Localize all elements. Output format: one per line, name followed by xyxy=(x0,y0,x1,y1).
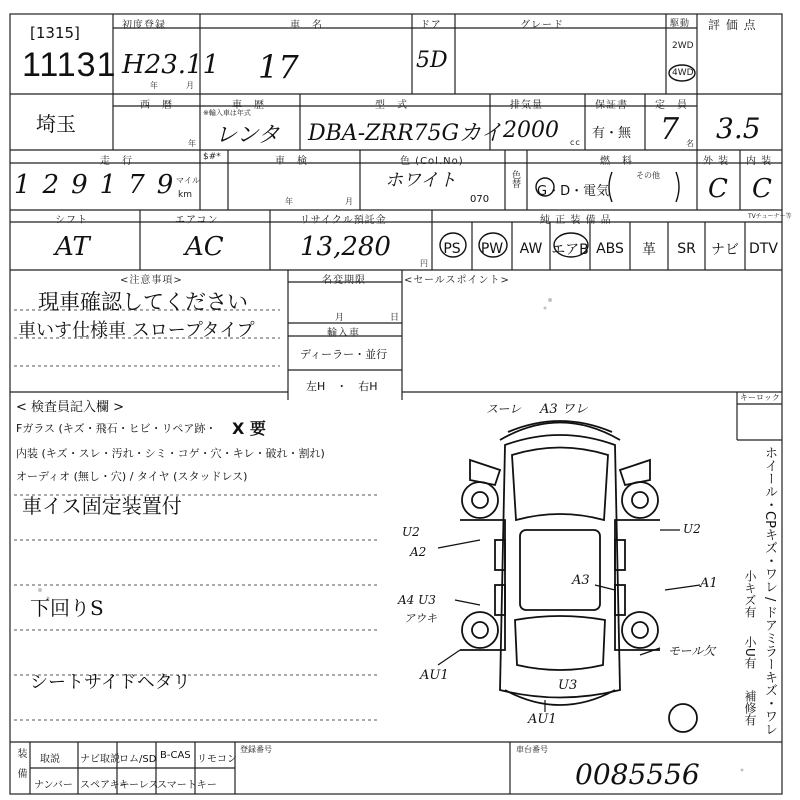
color-label: 色 (Col.No) xyxy=(400,156,464,167)
glass-required: X 要 xyxy=(232,419,266,438)
first-reg-value: H23.11 xyxy=(122,50,220,80)
stock-code: [1315] xyxy=(30,24,80,42)
diagram-label: アウキ xyxy=(404,612,437,625)
audio-line: オーディオ (無し・穴) / タイヤ (スタッドレス) xyxy=(16,470,248,483)
capacity-label: 定 員 xyxy=(655,100,688,111)
interior-line: 内装 (キズ・スレ・汚れ・シミ・コゲ・穴・キレ・破れ・割れ) xyxy=(16,447,325,460)
chassis-value: 0085556 xyxy=(575,758,700,791)
name-change-label: 名変期限 xyxy=(322,275,366,286)
footer-cell: リモコン xyxy=(197,754,237,765)
first-reg-label: 初度登録 xyxy=(122,20,166,31)
caution-line-1: 現車確認してください xyxy=(38,290,248,314)
warranty-value: 有・無 xyxy=(592,126,632,141)
mileage-digit: 7 xyxy=(128,170,145,200)
equip-airbag: エアB xyxy=(551,242,589,258)
drive-2wd: 2WD xyxy=(672,41,694,51)
footer-cell: ナビ取説 xyxy=(80,754,120,765)
mileage-unit-km: km xyxy=(178,190,192,200)
shaken-month: 月 xyxy=(345,197,354,206)
side-notes-3: 小U有 xyxy=(743,636,757,669)
model-value: DBA-ZRR75Gカイ xyxy=(308,121,503,146)
equipment-label: 純 正 装 備 品 xyxy=(540,215,612,226)
diagram-label: U2 xyxy=(683,522,701,536)
car-name-label: 車 名 xyxy=(290,20,323,31)
rating-label: 評 価 点 xyxy=(708,18,757,32)
grade-label: グレード xyxy=(520,20,564,31)
caution-line-2: 車いす仕様車 スロープタイプ xyxy=(18,320,255,341)
region-label: 西 暦 xyxy=(140,100,173,111)
equip-aw: AW xyxy=(519,241,543,257)
diagram-label: モール欠 xyxy=(668,644,716,658)
diagram-label: A3 ワレ xyxy=(540,402,588,417)
shift-label: シフト xyxy=(55,215,88,226)
equip-ps: PS xyxy=(443,241,461,257)
displacement-unit: cc xyxy=(570,138,581,147)
mileage-label: 走 行 xyxy=(100,156,133,167)
equip-leather: 革 xyxy=(642,242,656,258)
history-note: ※輸入車は年式 xyxy=(203,109,251,117)
mileage-digits xyxy=(14,170,173,200)
glass-line: Fガラス (キズ・飛石・ヒビ・リペア跡・ xyxy=(16,422,217,435)
side-notes: ホイール・CPキズ・ワレ / ドアミラーキズ・ワレ xyxy=(762,446,777,736)
displacement-label: 排気量 xyxy=(510,100,543,111)
ac-value: AC xyxy=(185,232,224,262)
inspector-note-1: 車イス固定装置付 xyxy=(22,494,182,518)
drive-label: 駆動 xyxy=(670,19,691,29)
shaken-label: 車 検 xyxy=(275,156,308,167)
diagram-label: AU1 xyxy=(528,712,557,727)
footer-cell: キーレス xyxy=(119,780,159,791)
shift-value: AT xyxy=(55,232,90,262)
footer-cell: 取説 xyxy=(40,754,60,765)
drive-4wd: 4WD xyxy=(672,68,694,78)
diagram-label: U2 xyxy=(402,525,420,539)
diagram-label: U3 xyxy=(558,678,578,693)
import-value: ディーラー・並行 xyxy=(300,348,388,361)
recycle-value: 13,280 xyxy=(300,232,391,262)
diagram-label: A1 xyxy=(700,576,718,591)
footer-equip-label: 装 備 xyxy=(15,748,26,778)
diagram-label: A3 xyxy=(572,573,590,588)
sales-point-label: <セールスポイント> xyxy=(404,275,510,286)
inspector-note-2: 下回りS xyxy=(30,596,104,620)
car-name-value: 17 xyxy=(258,48,299,86)
exterior-label: 外 装 xyxy=(703,156,730,167)
color-value: ホワイト xyxy=(385,170,457,191)
model-label: 型 式 xyxy=(375,100,408,111)
equip-sr: SR xyxy=(677,241,696,257)
tv-label: TVチューナー等 xyxy=(748,213,792,220)
fuel-options: G・D・電気 xyxy=(537,184,610,199)
mileage-digit: 9 xyxy=(71,170,88,200)
recycle-label: リサイクル預託金 xyxy=(300,215,387,226)
door-label: ドア xyxy=(420,20,442,31)
footer-cell: スマートキー xyxy=(157,780,217,791)
side-notes-2: 小キズ有 xyxy=(743,570,757,618)
equip-dtv: DTV xyxy=(749,241,778,257)
door-value: 5D xyxy=(416,48,448,73)
reg-number-label: 登録番号 xyxy=(240,745,272,754)
mileage-digit: 1 xyxy=(14,170,31,200)
handle-value: 左H ・ 右H xyxy=(306,380,378,393)
color-no: 070 xyxy=(470,194,490,205)
first-reg-unit-year: 年 xyxy=(150,81,159,90)
history-unit: 年 xyxy=(188,139,197,148)
footer-cell: スペアキー xyxy=(80,780,130,791)
chassis-label: 車台番号 xyxy=(516,745,548,754)
region-value: 埼玉 xyxy=(36,112,76,136)
recycle-unit: 円 xyxy=(420,259,429,268)
interior-value: C xyxy=(752,174,772,204)
diagram-label: A2 xyxy=(410,545,427,559)
inspector-note-3: シートサイドヘタリ xyxy=(30,672,191,693)
side-notes-4: 補修有 xyxy=(743,690,757,726)
footer-cell: B-CAS xyxy=(160,750,191,761)
diagram-label: A4 U3 xyxy=(398,593,436,607)
history-value: レンタ xyxy=(215,123,280,148)
interior-label: 内 装 xyxy=(746,156,773,167)
equip-abs: ABS xyxy=(596,241,624,257)
import-label: 輸入車 xyxy=(327,328,360,339)
equip-pw: PW xyxy=(480,241,504,257)
mileage-unit-mile: マイル xyxy=(176,176,200,185)
score-value: 3.5 xyxy=(716,112,761,145)
mileage-digit: 2 xyxy=(42,170,60,200)
fuel-other: その他 xyxy=(636,171,660,180)
caution-label: <注意事項> xyxy=(120,275,183,286)
s-label: $#* xyxy=(203,152,221,162)
capacity-value: 7 xyxy=(660,112,680,147)
capacity-unit: 名 xyxy=(686,139,695,148)
first-reg-unit-month: 月 xyxy=(186,81,195,90)
footer-cell: ナンバー xyxy=(34,780,73,791)
lot-number: 11131 xyxy=(22,46,117,84)
shaken-year: 年 xyxy=(285,197,294,206)
name-change-month: 月 xyxy=(335,313,346,323)
displacement-value: 2000 xyxy=(503,118,559,143)
color-change-label: 色替 xyxy=(510,170,520,188)
history-label: 車 歴 xyxy=(232,100,265,111)
warranty-label: 保証書 xyxy=(595,100,628,111)
inspector-title: < 検査員記入欄 > xyxy=(16,400,125,415)
key-lock-label: キーロック xyxy=(740,393,780,402)
footer-cell: ロム/SD xyxy=(119,754,157,765)
exterior-value: C xyxy=(708,174,728,204)
equip-navi: ナビ xyxy=(711,242,739,258)
mileage-digit: 9 xyxy=(156,170,174,200)
diagram-label: AU1 xyxy=(420,668,449,683)
name-change-day: 日 xyxy=(390,313,401,323)
fuel-label: 燃 料 xyxy=(600,156,633,167)
ac-label: エアコン xyxy=(175,215,219,226)
diagram-label: スーレ xyxy=(486,402,522,416)
mileage-digit: 1 xyxy=(99,170,117,200)
